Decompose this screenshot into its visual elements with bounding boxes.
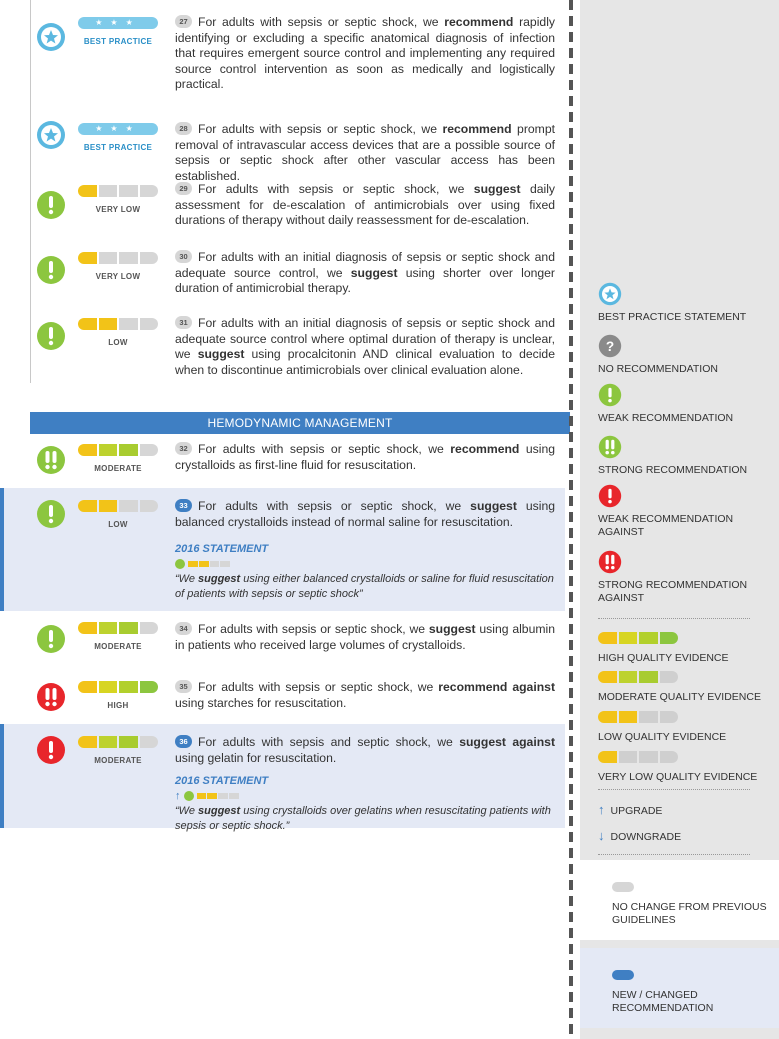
quality-level-bar xyxy=(78,318,158,330)
recommendation-35 xyxy=(0,680,565,730)
quality-label: HIGH xyxy=(107,701,129,710)
legend-downgrade: ↓ DOWNGRADE xyxy=(598,828,682,843)
quality-bar xyxy=(78,17,158,46)
quality-bar xyxy=(78,123,158,152)
quality-level-bar xyxy=(78,681,158,693)
weak-recommendation-icon xyxy=(36,321,66,351)
previous-statement-grade xyxy=(175,790,560,802)
legend-strong: STRONG RECOMMENDATION xyxy=(598,435,768,477)
svg-text:?: ? xyxy=(605,338,615,354)
quality-level-bar xyxy=(598,671,678,683)
recommendation-number: 34 xyxy=(175,622,192,635)
legend-no-recommendation: ? NO RECOMMENDATION xyxy=(598,334,768,376)
quality-bar xyxy=(78,681,158,710)
quality-label: LOW xyxy=(108,338,128,347)
weak-recommendation-icon xyxy=(36,190,66,220)
upgrade-arrow-icon: ↑ xyxy=(598,802,605,817)
quality-label: LOW xyxy=(108,520,128,529)
legend-very-low-quality: VERY LOW QUALITY EVIDENCE xyxy=(598,751,768,784)
legend-low-quality: LOW QUALITY EVIDENCE xyxy=(598,711,768,744)
best-practice-bar: ★★★ xyxy=(78,123,158,135)
legend-separator xyxy=(598,618,750,619)
quality-level-bar xyxy=(598,632,678,644)
recommendation-number: 30 xyxy=(175,250,192,263)
recommendation-text: 32 For adults with sepsis or septic shock, we recommend using crystalloids as first-line fluid for resuscitation. xyxy=(175,442,555,472)
weak-against-icon xyxy=(36,735,66,765)
previous-statement xyxy=(175,774,560,834)
quality-label: BEST PRACTICE xyxy=(83,37,153,46)
quality-bar xyxy=(78,185,158,214)
previous-statement-title: 2016 STATEMENT xyxy=(175,775,269,787)
previous-statement-text: “We suggest using either balanced crystalloids or saline for fluid resuscitation of patients with sepsis or septic shock” xyxy=(175,573,554,600)
recommendation-text: 34 For adults with sepsis or septic shock, we suggest using albumin in patients who received large volumes of crystalloids. xyxy=(175,622,555,652)
quality-level-bar xyxy=(197,793,239,799)
recommendation-33 xyxy=(0,488,565,611)
quality-level-bar xyxy=(78,736,158,748)
previous-statement xyxy=(175,542,560,602)
legend-strong-against: STRONG RECOMMENDATION AGAINST xyxy=(598,550,768,605)
question-icon xyxy=(598,334,622,358)
recommendation-27 xyxy=(0,12,565,91)
legend-high-quality: HIGH QUALITY EVIDENCE xyxy=(598,632,768,665)
recommendation-30 xyxy=(0,250,565,310)
weak-against-icon xyxy=(598,484,622,508)
recommendation-36 xyxy=(0,724,565,832)
quality-level-bar xyxy=(598,711,678,723)
strong-against-icon xyxy=(598,550,622,574)
best-practice-bar: ★★★ xyxy=(78,17,158,29)
new-changed-swatch xyxy=(612,970,634,980)
recommendation-text: 28 For adults with sepsis or septic shock, we recommend prompt removal of intravascular access devices that are a possible source of sepsis or septic shock after other vascular access has been established. xyxy=(175,122,555,183)
recommendation-number: 33 xyxy=(175,499,192,512)
recommendation-text: 36 For adults with sepsis and septic shock, we suggest against using gelatin for resuscitation. xyxy=(175,735,555,765)
recommendation-number: 35 xyxy=(175,680,192,693)
legend-separator xyxy=(598,789,750,790)
weak-recommendation-icon xyxy=(184,791,194,801)
best-practice-icon xyxy=(36,120,66,150)
quality-label: VERY LOW xyxy=(95,272,141,281)
quality-label: MODERATE xyxy=(94,464,142,473)
quality-bar xyxy=(78,318,158,347)
recommendation-number: 32 xyxy=(175,442,192,455)
legend-moderate-quality: MODERATE QUALITY EVIDENCE xyxy=(598,671,768,704)
weak-recommendation-icon xyxy=(175,559,185,569)
recommendation-text: 29 For adults with sepsis or septic shock, we suggest daily assessment for de-escalation of antimicrobials over using fixed durations of therapy without daily reassessment for de-escalation. xyxy=(175,182,556,227)
quality-level-bar xyxy=(78,500,158,512)
recommendation-34 xyxy=(0,622,565,672)
quality-bar xyxy=(78,736,158,765)
recommendation-number: 29 xyxy=(175,182,192,195)
recommendation-number: 31 xyxy=(175,316,192,329)
recommendation-number: 28 xyxy=(175,122,192,135)
legend-new-changed: NEW / CHANGED RECOMMENDATION xyxy=(580,948,779,1028)
previous-statement-text: “We suggest using crystalloids over gelatins when resuscitating patients with sepsis or septic shock.” xyxy=(175,805,551,832)
section-header: HEMODYNAMIC MANAGEMENT xyxy=(30,412,570,434)
legend-upgrade: ↑ UPGRADE xyxy=(598,802,663,817)
legend-separator xyxy=(598,854,750,855)
recommendation-text: 33 For adults with sepsis or septic shock, we suggest using balanced crystalloids instead of normal saline for resuscitation. xyxy=(175,499,555,529)
recommendation-28 xyxy=(0,120,565,183)
quality-level-bar xyxy=(598,751,678,763)
quality-bar xyxy=(78,444,158,473)
legend-weak-against: WEAK RECOMMENDATION AGAINST xyxy=(598,484,768,539)
strong-recommendation-icon xyxy=(36,445,66,475)
quality-level-bar xyxy=(78,622,158,634)
previous-statement-title: 2016 STATEMENT xyxy=(175,543,269,555)
best-practice-icon xyxy=(36,22,66,52)
legend-best-practice: BEST PRACTICE STATEMENT xyxy=(598,282,768,324)
legend-no-change: NO CHANGE FROM PREVIOUS GUIDELINES xyxy=(580,860,779,940)
recommendation-29 xyxy=(0,182,565,245)
quality-level-bar xyxy=(78,185,158,197)
strong-against-icon xyxy=(36,682,66,712)
quality-label: MODERATE xyxy=(94,756,142,765)
weak-recommendation-icon xyxy=(36,255,66,285)
quality-label: MODERATE xyxy=(94,642,142,651)
quality-bar xyxy=(78,252,158,281)
quality-level-bar xyxy=(188,561,230,567)
best-practice-icon xyxy=(598,282,622,306)
previous-statement-grade xyxy=(175,558,560,570)
legend-weak: WEAK RECOMMENDATION xyxy=(598,383,768,425)
quality-label: BEST PRACTICE xyxy=(83,143,153,152)
quality-bar xyxy=(78,622,158,651)
recommendation-31 xyxy=(0,318,565,383)
recommendation-text: 27 For adults with sepsis or septic shock, we recommend rapidly identifying or excluding a specific anatomical diagnosis of infection that requires emergent source control and implementing any required source control intervention as soon as medically and logistically practical. xyxy=(175,15,555,91)
quality-bar xyxy=(78,500,158,529)
quality-label: VERY LOW xyxy=(95,205,141,214)
recommendation-text: 35 For adults with sepsis or septic shock, we recommend against using starches for resuscitation. xyxy=(175,680,556,710)
upgrade-arrow-icon: ↑ xyxy=(175,789,181,802)
quality-level-bar xyxy=(78,444,158,456)
strong-recommendation-icon xyxy=(598,435,622,459)
recommendation-number: 36 xyxy=(175,735,192,748)
weak-recommendation-icon xyxy=(36,499,66,529)
recommendation-text: 31 For adults with an initial diagnosis of sepsis or septic shock and adequate source control where optimal duration of therapy is unclear, we suggest using procalcitonin AND clinical evaluation to decide when to discontinue antimicrobials over clinical evaluation alone. xyxy=(175,316,555,377)
page-divider xyxy=(569,0,573,1039)
weak-recommendation-icon xyxy=(598,383,622,407)
downgrade-arrow-icon: ↓ xyxy=(598,828,605,843)
recommendation-32 xyxy=(0,440,565,492)
quality-level-bar xyxy=(78,252,158,264)
no-change-swatch xyxy=(612,882,634,892)
recommendation-text: 30 For adults with an initial diagnosis of sepsis or septic shock and adequate source control, we suggest using shorter over longer duration of antimicrobial therapy. xyxy=(175,250,555,295)
recommendation-number: 27 xyxy=(175,15,192,28)
weak-recommendation-icon xyxy=(36,624,66,654)
